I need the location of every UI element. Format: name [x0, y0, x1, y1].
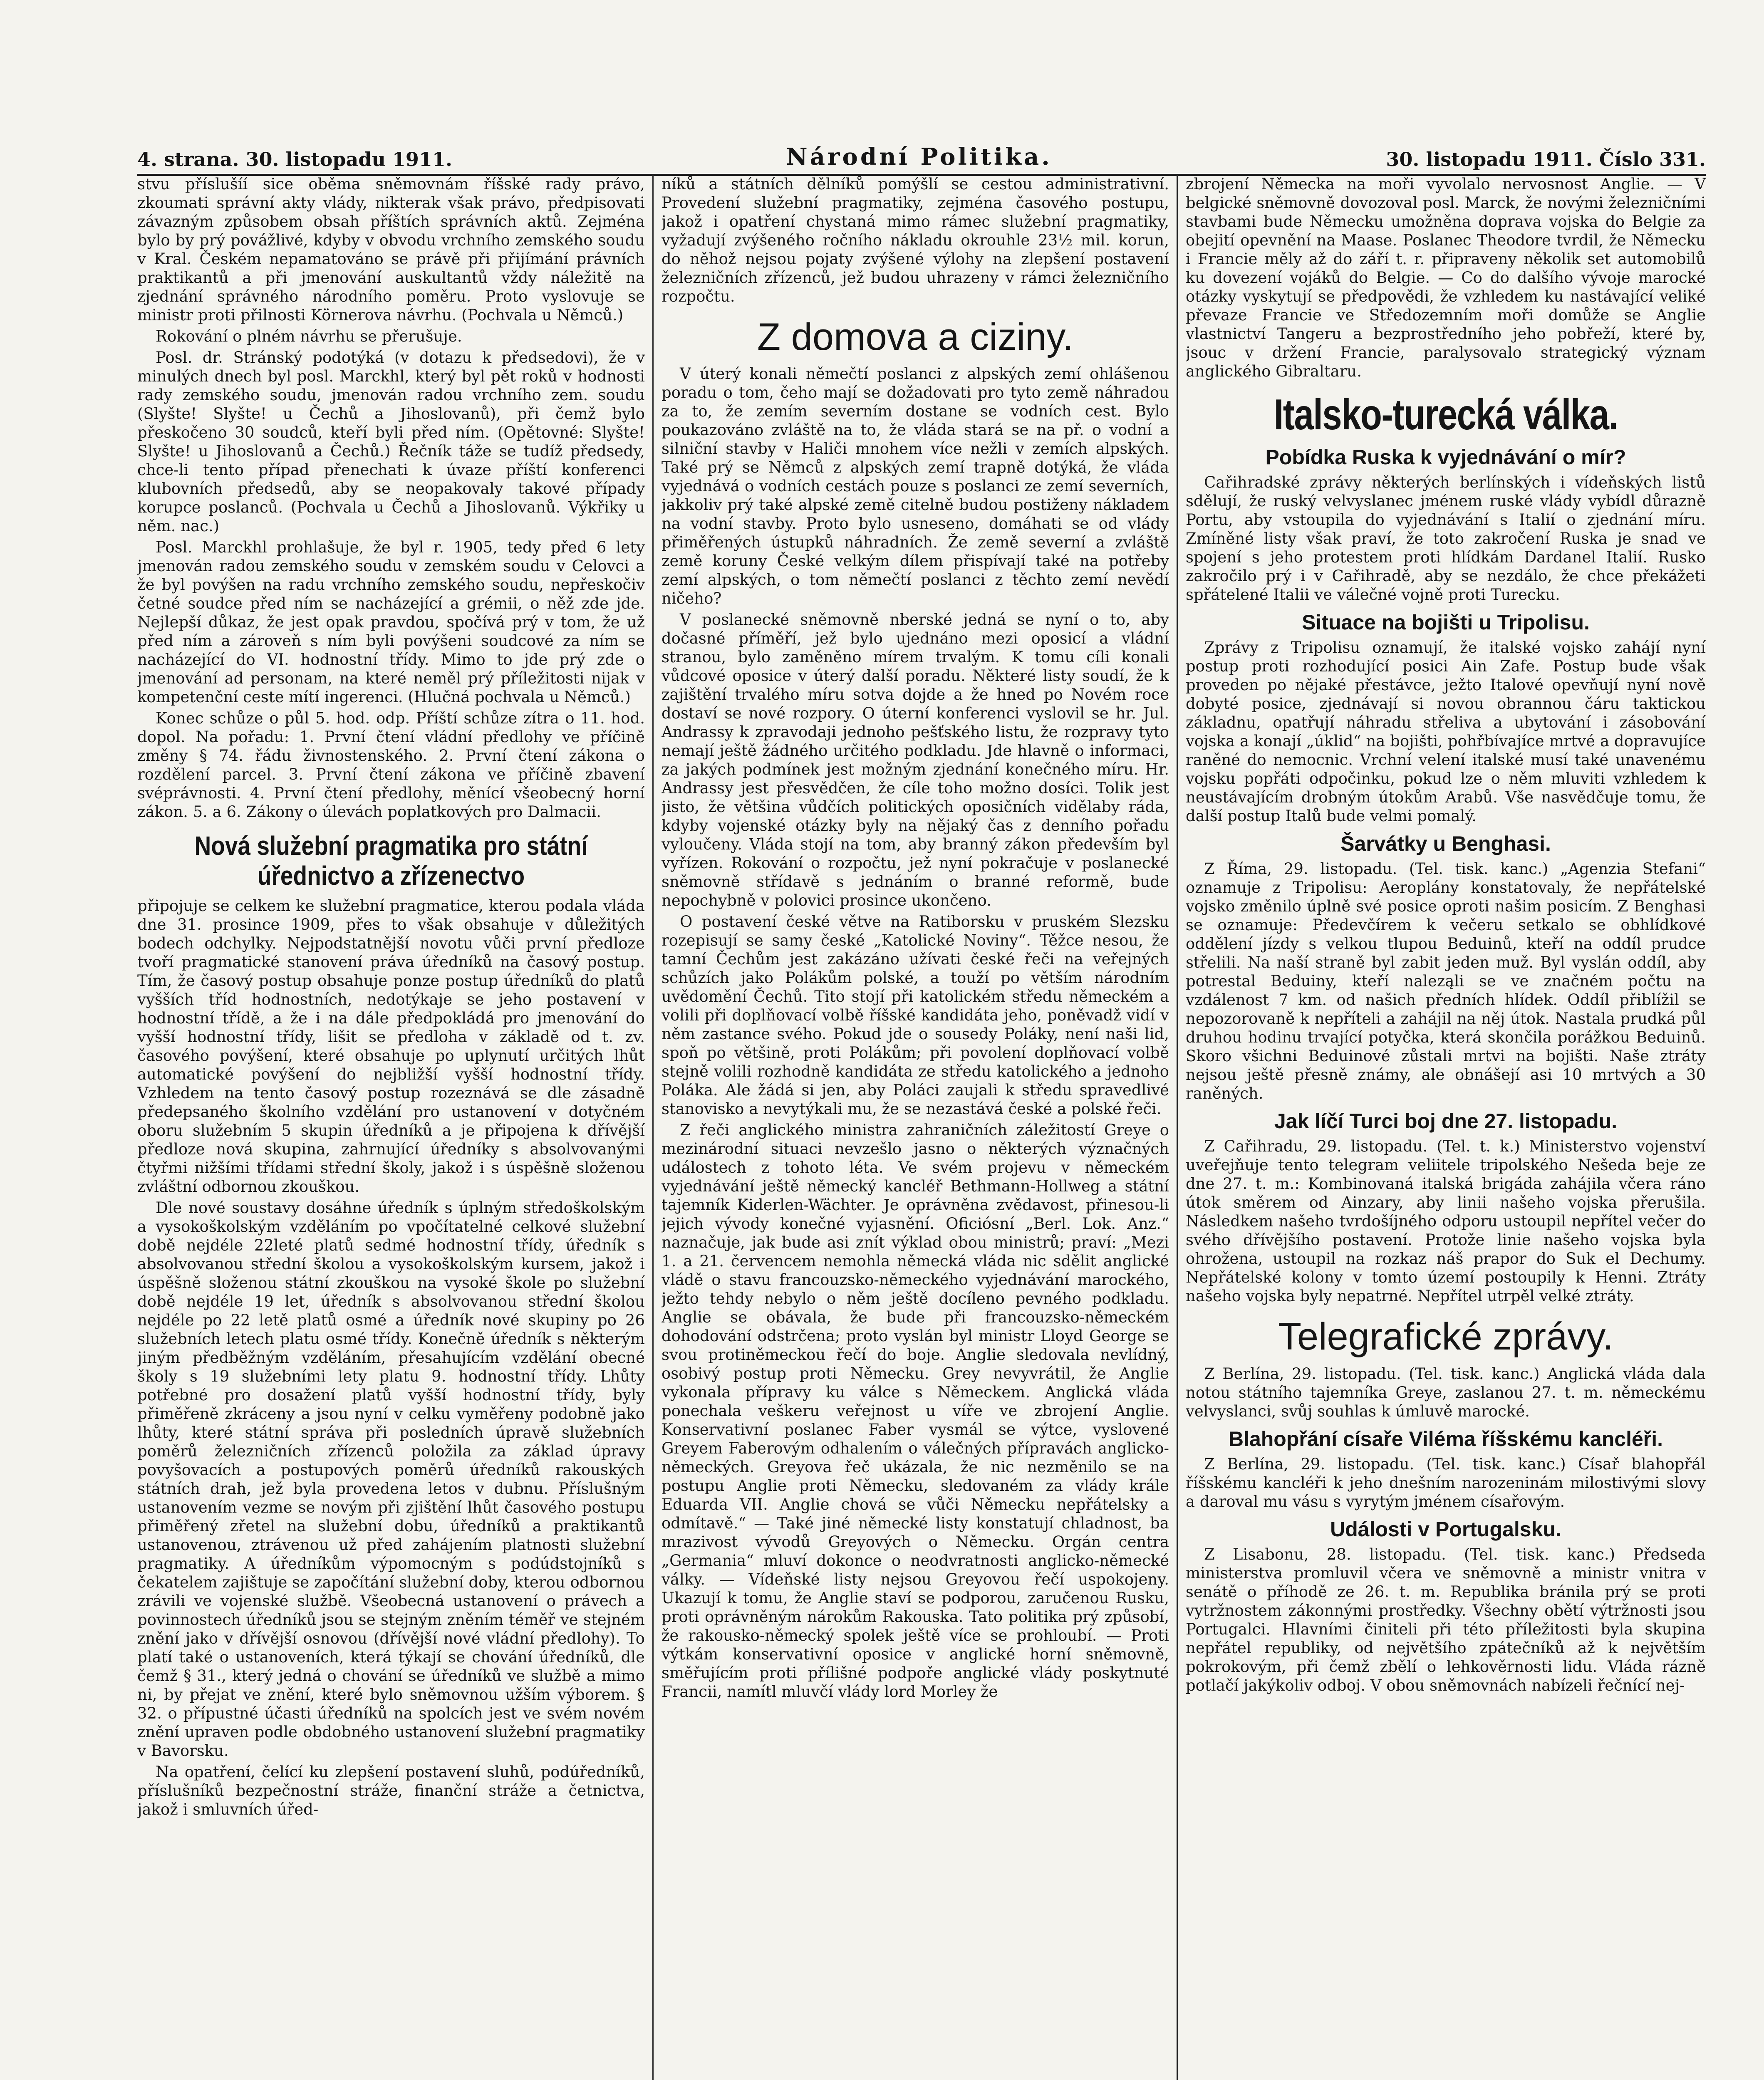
paragraph: Z Berlína, 29. listopadu. (Tel. tisk. kanc.) Císař blahopřál říšskému kancléři k jeho dnešním narozeninám milostivými slovy a daroval mu vásu s vyrytým jménem císařovým. [1186, 1455, 1706, 1510]
subheading: Jak líčí Turci boj dne 27. listopadu. [1274, 1109, 1618, 1133]
column-rule [1177, 175, 1178, 2080]
column-rule [652, 175, 654, 2080]
paragraph: zbrojení Německa na moři vyvolalo nervosnost Anglie. — V belgické sněmovně dovozoval posl. Marck, že novými železničními stavbami bude Německu umožněna doprava vojska do Belgie za obejití opevnění na Maase. Poslanec Theodore tvrdil, že Německu i Francie měly až do září t. r. připraveny několik set automobilů ku dovezení vojáků do Belgie. — Co do dalšího vývoje marocké otázky vyskytují se předpovědi, že vzhledem ku nastávající veliké převaze Francie ve Středozemním moři domůže se Anglie vlastnictví Tangeru a bezprostředního jeho pobřeží, které by, jsouc v držení Francie, paralysovalo strategický význam anglického Gibraltaru. [1186, 175, 1706, 380]
paragraph: Z řeči anglického ministra zahraničních záležitostí Greye o mezinárodní situaci nevzešlo jasno o některých význačných událostech z tohoto léta. Ve svém projevu v německém vyjednávání ještě německý kancléř Bethmann-Hollweg a státní tajemník Kiderlen-Wächter. Je oprávněna zvědavost, přinesou-li jejich vývody konečné vyjasnění. Oficiósní „Berl. Lok. Anz.“ naznačuje, jak bude asi znít výklad obou ministrů; praví: „Mezi 1. a 21. červencem nemohla německá vláda nic sdělit anglické vládě o stavu francouzsko-německého vyjednávání marockého, ježto tehdy nebylo o něm ještě docíleno pevného podkladu. Anglie se obávala, že bude při francouzsko-německém dohodování odstrčena; proto vyslán byl ministr Lloyd George se svou protiněmeckou řečí do boje. Anglie sledovala nevlídný, osobivý postup proti Německu. Grey nevyvrátil, že Anglie vykonala přípravy ku válce s Německem. Anglická vláda ponechala veškeru veřejnost u víře ve zbrojení Anglie. Konservativní poslanec Faber vysmál se výtce, vyslovené Greyem Faberovým odhalením o válečných přípravách anglicko-německých. Greyova řeč ukázala, že nic nezměnilo se na postupu Anglie proti Německu, sledovaném za vlády krále Eduarda VII. Anglie chová se vůči Německu nepřátelsky a odmítavě.“ — Také jiné německé listy konstatují chladnost, ba mrazivost vývodů Greyových o Německu. Orgán centra „Germania“ mluví dokonce o neodvratnosti anglicko-německé války. — Vídeňské listy nejsou Greyovou řečí uspokojeny. Ukazují k tomu, že Anglie staví se podporou, zaručenou Rusku, proti oprávněným nárokům Rakouska. Tato politika prý způsobí, že rakousko-německý spolek ještě více se prohloubí. — Proti výtkám konservativní oposice v anglické horní sněmovně, směřujícím proti přílišné podpoře anglické vlády poskytnuté Francii, namítl mluvčí vlády lord Morley že [662, 1121, 1169, 1701]
paragraph: připojuje se celkem ke služební pragmatice, kterou podala vláda dne 31. prosince 1909, přes to však obsahuje v důležitých bodech odchylky. Nejpodstatnější novotu vůči první předloze tvoří pragmatické stanovení práva úředníků na časový postup. Tím, že časový postup obsahuje ponze postup úředníků do platů vyšších tříd hodnostních, nedotýkaje se jeho postavení v hodnostní třídě, a že i na dále předpokládá pro jmenování do vyšší hodnostní třídy, lišit se předloha v základě od t. zv. časového povýšení, které obsahuje po uplynutí určitých lhůt automatické povýšení do nejbližší vyšší hodnostní třídy. Vzhledem na tento časový postup rozeznává se dle zásadně předepsaného školního vzdělání pro ustanovení v dotyčném oboru služebním 5 skupin úředníků a je připojena k dřívější předloze nová skupina, zahrnující úředníky s absolvovanými čtyřmi nižšími třídami střední školy, jakož i s úspěšně složenou zvláštní odbornou zkouškou. [137, 897, 645, 1196]
section-heading: Telegrafické zprávy. [1278, 1315, 1614, 1358]
masthead: Národní Politika. [786, 143, 1052, 171]
paragraph: O postavení české větve na Ratiborsku v pruském Slezsku rozepisují se samy české „Katolické Noviny“. Těžce nesou, že tamní Čechům jest zakázáno užívati české řeči na veřejných schůzích jako Polákům polské, a touží po větším národním uvědomění Čechů. Tito stojí při katolickém středu německém a volili při doplňovací volbě říšské kandidáta jeho, poněvadž vidí v něm zastance svého. Pokud jde o sousedy Poláky, není naši lid, spoň po většině, proti Polákům; při povolení doplňovací volbě stejně volili rozhodně kandidáta ze středu katolického a jednoho Poláka. Ale žádá si jen, aby Poláci zaujali k středu spravedlivé stanovisko a nevytýkali mu, že se nezastává české a polské řeči. [662, 913, 1169, 1118]
paragraph: V úterý konali němečtí poslanci z alpských zemí ohlášenou poradu o tom, čeho mají se dožadovati pro tyto země náhradou za to, že zemím severním dostane se vodních cest. Bylo poukazováno zvláště na to, že vláda stará se na př. o vodní a silniční stavby v Haliči mnohem více nežli v zemích alpských. Také prý se Němců z alpských zemí trapně dotýká, že vláda vyjednává o vodních cestách pouze s poslanci ze zemí severních, jakkoliv prý také alpské země citelně budou postiženy nákladem na vodní stavby. Proto bylo usneseno, domáhati se od vlády přiměřených ústupků náhradních. Že země severní a zvláště země koruny České velkým dílem přispívají také na potřeby zemí alpských, o tom němečtí poslanci z těchto zemí nevědí ničeho? [662, 365, 1169, 608]
column-3 [1186, 175, 1706, 2080]
paragraph: stvu příslušíí sice oběma sněmovnám říšské rady právo, zkoumati správní akty vlády, nikterak však právo, předpisovati závazným způsobem obsah příštích správních aktů. Zejména bylo by prý povážlivé, kdyby v obvodu vrchního zemského soudu v Kral. Českém nepamatováno se právě při přijímání právních praktikantů a při jmenování auskultantů vždy náležitě na zjednání správného národního poměru. Proto vyslovuje se ministr proti přilnosti Körnerova návrhu. (Pochvala u Němců.) [137, 175, 645, 324]
paragraph: Posl. Marckhl prohlašuje, že byl r. 1905, tedy před 6 lety jmenován radou zemského soudu v zemském soudu v Celovci a že byl povýšen na radu vrchního zemského soudu, nepřeskočiv četné soudce před ním se nacházející a grémii, o něž zde jde. Nejlepší důkaz, že jest opak pravdou, spočívá prý v tom, že už před ním a zároveň s ním byli povýšeni soudcové za ním se nacházející do VI. hodnostní třídy. Mimo to jde prý zde o jmenování ad personam, na které neměl prý příležitosti nijak v kompetenční ceste mítí ingerenci. (Hlučná pochvala u Němců.) [137, 538, 645, 706]
section-heading: Italsko-turecká válka. [1273, 391, 1618, 439]
paragraph: Z Berlína, 29. listopadu. (Tel. tisk. kanc.) Anglická vláda dala notou státního tajemníka Greye, zaslanou 27. t. m. německému velvyslanci, svůj souhlas k úmluvě marocké. [1186, 1364, 1706, 1420]
paragraph: V poslanecké sněmovně nberské jedná se nyní o to, aby dočasné příměří, jež bylo ujednáno mezi oposicí a vládní stranou, bylo zaměněno mírem trvalým. K tomu cíli konali vůdcové oposice v úterý další poradu. Některé listy soudí, že k zajištění trvalého míru sotva dojde a že hned po Novém roce dostaví se nové rozpory. O úterní konferenci vyslovil se hr. Jul. Andrassy k zpravodaji jednoho pešťského listu, že rozpravy tyto nemají ještě žádného určitého podkladu. Jde hlavně o informaci, za jakých podmínek jest možným zjednání konečného míru. Hr. Andrassy jest přesvědčen, že cíle toho možno dosíci. Tolik jest jisto, že většina vůdčích politických oposičních vidělaby ráda, kdyby vojenské otázky byly na nějaký čas z denního pořadu vyloučeny. Vláda stojí na tom, aby branný zákon především byl vyřízen. Rokování o rozpočtu, jež nyní pokračuje v poslanecké sněmovně střídavě s jednáním o branné reformě, bude nepochybně v polovici prosince ukončeno. [662, 611, 1169, 910]
page-header [137, 137, 1706, 176]
paragraph: Z Lisabonu, 28. listopadu. (Tel. tisk. kanc.) Předseda ministerstva promluvil včera ve sněmovně a ministr vnitra v senátě o příhodě ze 26. t. m. Republika bránila prý se proti vytržnostem zákonnými prostředky. Všechny obětí výtržnosti jsou Portugalci. Hlavními činiteli při této příležitosti byla skupina nepřátel republiky, od největšího zpátečníků až k největším pokrokovým, při čemž zbělí o lehkověrnosti lidu. Vláda rázně potlačí jakýkoliv odboj. V obou sněmovnách nabízeli řečnící nej- [1186, 1545, 1706, 1694]
paragraph: Na opatření, čelící ku zlepšení postavení sluhů, podúředníků, příslušníků bezpečnostní stráže, finanční stráže a četnictva, jakož i smluvních úřed- [137, 1763, 645, 1819]
paragraph: Z Říma, 29. listopadu. (Tel. tisk. kanc.) „Agenzia Stefani“ oznamuje z Tripolisu: Aeroplány konstatovaly, že nepřátelské vojsko změnilo úplně své posice oproti našim posicím. Z Benghasi se oznamuje: Předevčírem k večeru setkalo se obhlídkové oddělení jízdy s velkou tlupou Beduinů, kteří na oddíl prudce střelili. Na naší straně byl zabit jeden muž. Byl vyslán oddíl, aby potrestal Beduiny, kteří naleząli se ve značném počtu na vzdálenost 7 km. od našich předních hlídek. Oddíl přiblížil se nepozorovaně k nepříteli a zahájil na něj útok. Nastala prudká půl druhou hodinu trvající potyčka, která skončila porážkou Beduinů. Skoro všichni Beduinové zůstali mrtvi na bojišti. Naše ztráty nejsou ještě přesně známy, ale obnášejí asi 10 mrtvých a 30 raněných. [1186, 860, 1706, 1103]
subheading: Šarvátky u Benghasi. [1340, 832, 1551, 856]
subheading: Pobídka Ruska k vyjednávání o mír? [1265, 446, 1626, 469]
subheading: Blahopřání císaře Viléma říšskému kancléři. [1228, 1427, 1663, 1451]
header-left: 4. strana. 30. listopadu 1911. [137, 148, 452, 171]
headline: Nová služební pragmatika pro státní úřednictvo a zřízenectvo [194, 831, 588, 891]
column-1 [137, 175, 645, 2080]
section-heading: Z domova a ciziny. [757, 316, 1074, 358]
column-2 [662, 175, 1169, 2080]
subheading: Situace na bojišti u Tripolisu. [1302, 611, 1590, 634]
paragraph: Posl. dr. Stránský podotýká (v dotazu k předsedovi), že v minulých dnech byl posl. Marckhl, který byl pět roků v hodnosti rady zemského soudu, jmenován radou vrchního zem. soudu (Slyšte! Slyšte! u Čechů a Jihoslovanů), při čemž bylo přeskočeno 30 soudců, kteří byli před ním. (Opětovné: Slyšte! Slyšte! u Jihoslovanů a Čechů.) Řečník táže se tudíž předsedy, chce-li tento případ přenechati k úvaze příští konferenci klubovních předsedů, aby se neopakovaly takové případy korupce poslanců. (Pochvala u Čechů a Jihoslovanů. Výkřiky u něm. nac.) [137, 349, 645, 535]
header-right: 30. listopadu 1911. Číslo 331. [1386, 148, 1706, 171]
paragraph: Cařihradské zprávy některých berlínských i vídeňských listů sdělují, že ruský velvyslanec jménem ruské vlády vybídl důrazně Portu, aby vstoupila do vyjednávání s Italií o zjednání míru. Zmíněné listy však praví, že toto zakročení Ruska je snad ve spojení s jeho protestem proti hlídkám Dardanel Italií. Rusko zakročilo prý i v Cařihradě, aby se nezdálo, že chce překážeti spřátelené Italii ve válečné vojně proti Turecku. [1186, 473, 1706, 604]
subheading: Události v Portugalsku. [1330, 1517, 1561, 1541]
paragraph: Zprávy z Tripolisu oznamují, že italské vojsko zahájí nyní postup proti rozhodující posici Ain Zafe. Postup bude však proveden po nějaké přestávce, ježto Italové opevňují nyní nově dobyté posice, zjednávají si novou obrannou čáru taktickou základnu, opatřují náhradu střeliva a ubytování i zásobování vojska a konají „úklid“ na bojišti, pohřbívajíce mrtvé a dopravujíce raněné do nemocnic. Vrchní velení italské musí také unavenému vojsku popřáti odpočinku, pokud lze o něm mluviti vzhledem k neustávajícím drobným útokům Arabů. Vše nasvědčuje tomu, že další postup Italů bude velmi pomalý. [1186, 639, 1706, 825]
paragraph: Z Cařihradu, 29. listopadu. (Tel. t. k.) Ministerstvo vojenství uveřejňuje tento telegram veliitele tripolského Nešeda beje ze dne 27. t. m.: Kombinovaná italská brigáda zahájila včera ráno útok směrem od Ainzary, aby linii našeho vojska přerušila. Následkem našeho tvrdošíjného odporu ustoupil nepřítel večer do svého dřívějšího postavení. Protože linie našeho vojska byla ohrožena, ustoupil na rozkaz náš prapor do Suk el Dechumy. Nepřátelské kolony v tomto území postoupily k Henni. Ztráty našeho vojska byly nepatrné. Nepřítel utrpěl velké ztráty. [1186, 1137, 1706, 1305]
paragraph: Dle nové soustavy dosáhne úředník s úplným středoškolským a vysokoškolským vzděláním po vpočítatelné celkové služební době nejdéle 22leté platů sedmé hodnostní třídy, úředník s absolvovanou střední školou a vysokoškolským kursem, jakož i úspěšně složenou státní zkouškou na vysoké škole po služební době nejdéle 19 let, úředník s absolvovanou střední školou nejdéle po 22 letě platů osmé a úředník nové skupiny po 26 služebních letech platu osmé třídy. Konečně úředník s některým jiným předběžným vzděláním, přesahujícím vzdělání obecné školy s 19 služebními lety platu 9. hodnostní třídy. Lhůty potřebné pro dosažení platů vyšší hodnostní třídy, byly přiměřeně zkráceny a jsou nyní v celku vyměřeny podobně jako lhůty, které státní správa při posledních úpravě služebních poměrů železničních zřízenců položila za základ úpravy povyšovacích a postupových poměrů úředníků rakouských státních drah, jež byla provedena letos v dubnu. Příslušným ustanovením vezme se novým při zjištění lhůt časového postupu přiměřený zřetel na služební dobu, úředníků a praktikantů ustanovenou, ztrávenou už před zahájením platnosti služební pragmatiky. A úředníkům výpomocným s podúdstojníků s čekatelem zajištuje se započítání služební doby, kterou odbornou zrávili ve vojenské službě. Všeobecná ustanovení o právech a povinnostech úředníků jsou se stejným zněním téměř ve stejném znění jako v dřívější osnovou (dřívější nové vládní předlohy). To platí také o ustanoveních, která týkají se chování úředníků, dle čemž § 31., který jedná o chování se úředníků ve službě a mimo ni, by přejat ve znění, které bylo sněmovnou užším výborem. § 32. o přípustné účasti úředníků na spolcích jest ve svém novém znění upraven podle obdobného ustanovení služební pragmatiky v Bavorsku. [137, 1199, 645, 1760]
paragraph: Konec schůze o půl 5. hod. odp. Příští schůze zítra o 11. hod. dopol. Na pořadu: 1. První čtení vládní předlohy ve příčině změny § 74. řádu živnostenského. 2. První čtení zákona o rozdělení parcel. 3. První čtení zákona ve příčině zbavení svéprávnosti. 4. První čtení předlohy, měnící všeobecný horní zákon. 5. a 6. Zákony o úlevách poplatkových pro Dalmacii. [137, 709, 645, 821]
paragraph: Rokování o plném návrhu se přerušuje. [156, 327, 462, 345]
paragraph: níků a státních dělníků pomýšlí se cestou administrativní. Provedení služební pragmatiky, zejména časového postupu, jakož i opatření chystaná mimo rámec služební pragmatiky, vyžadují zvýšeného ročního nákladu okrouhle 23½ mil. korun, do něhož nejsou pojaty zvýšené výlohy na zlepšení postavení železničních zřízenců, jež budou uhrazeny v rámci železničního rozpočtu. [662, 175, 1169, 305]
